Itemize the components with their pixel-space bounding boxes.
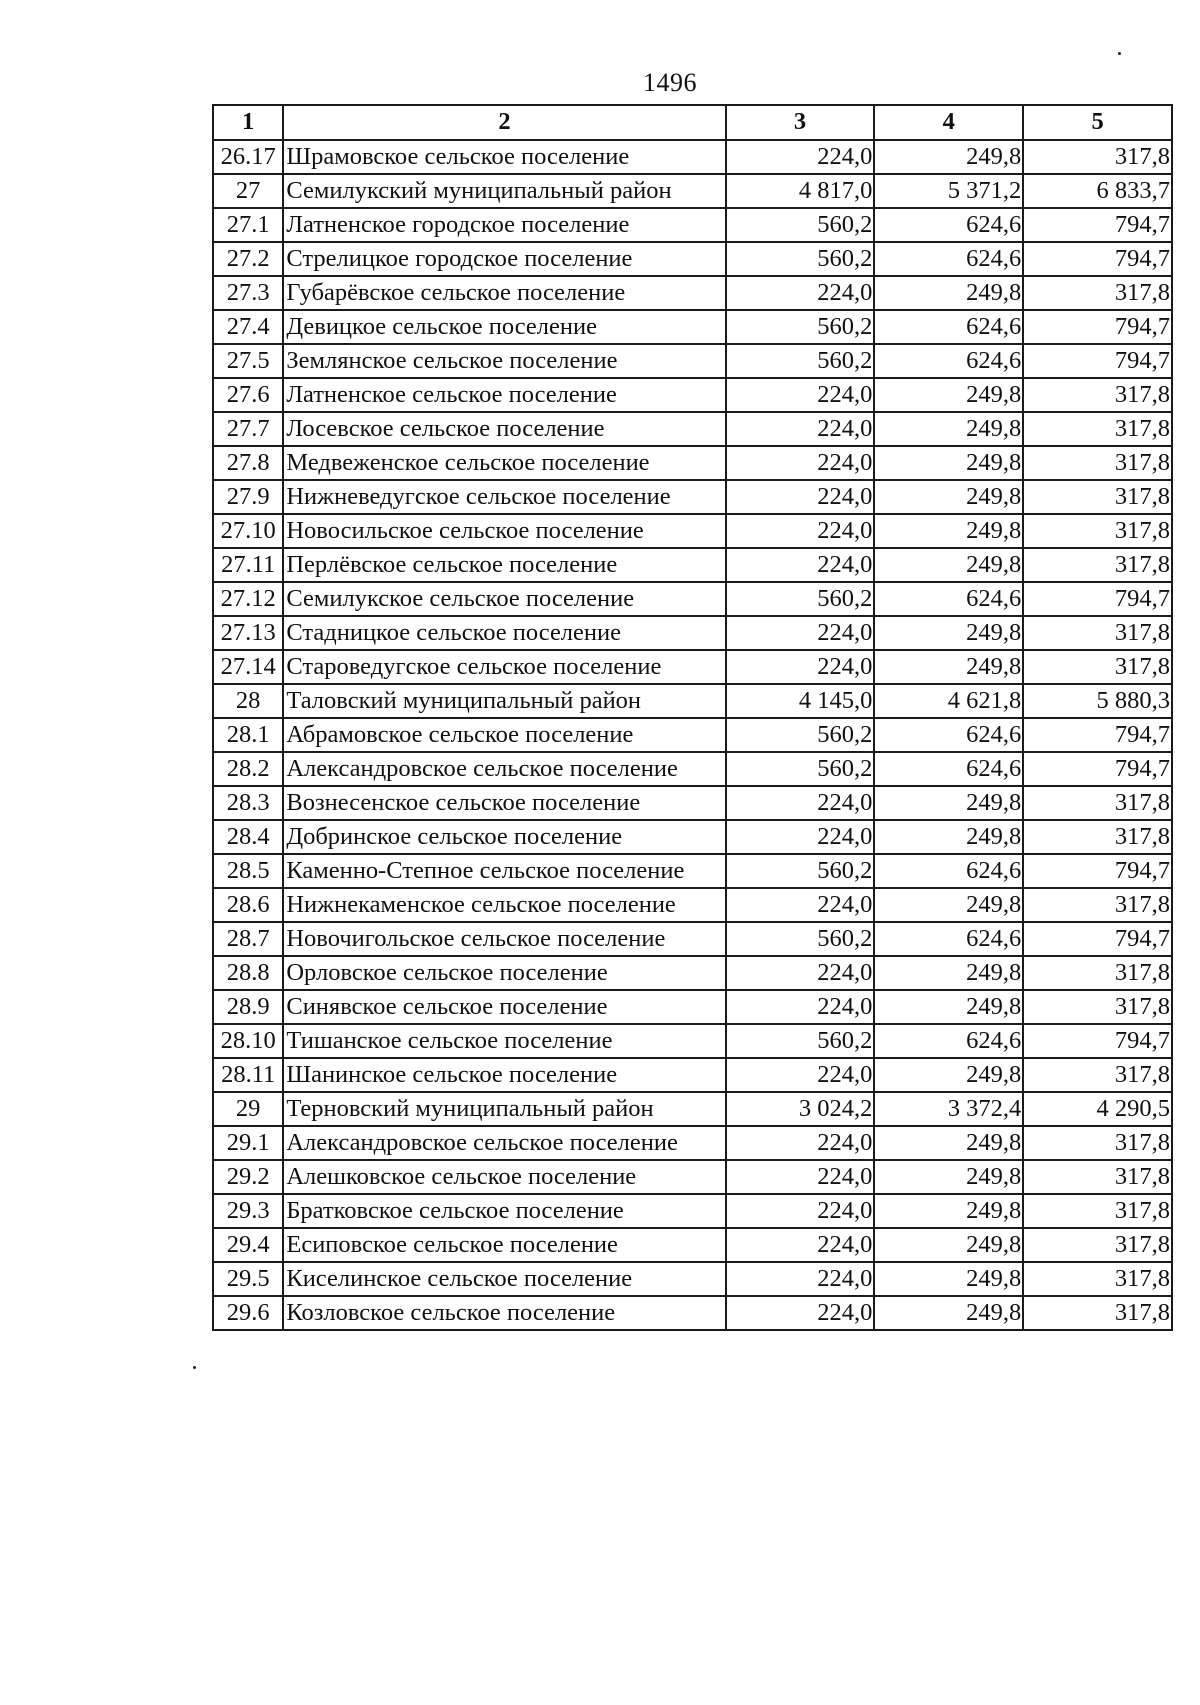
column-3-value-cell: 4 817,0 — [726, 174, 875, 208]
row-number-cell: 27.1 — [213, 208, 283, 242]
column-5-value-cell: 317,8 — [1023, 1126, 1172, 1160]
column-3-value-cell: 224,0 — [726, 786, 875, 820]
column-3-value-cell: 560,2 — [726, 310, 875, 344]
column-3-value-cell: 560,2 — [726, 208, 875, 242]
municipality-name-cell: Латненское городское поселение — [283, 208, 725, 242]
column-3-value-cell: 224,0 — [726, 514, 875, 548]
table-row — [213, 1296, 1172, 1330]
column-3-value-cell: 3 024,2 — [726, 1092, 875, 1126]
table-row — [213, 344, 1172, 378]
row-number-cell: 27.5 — [213, 344, 283, 378]
municipality-name-cell: Вознесенское сельское поселение — [283, 786, 725, 820]
municipality-name-cell: Добринское сельское поселение — [283, 820, 725, 854]
column-3-value-cell: 224,0 — [726, 1126, 875, 1160]
row-number-cell: 27.13 — [213, 616, 283, 650]
page-number: 1496 — [643, 68, 697, 97]
column-4-value-cell: 624,6 — [874, 718, 1023, 752]
column-4-value-cell: 249,8 — [874, 990, 1023, 1024]
row-number-cell: 29.2 — [213, 1160, 283, 1194]
column-5-value-cell: 317,8 — [1023, 1296, 1172, 1330]
row-number-cell: 27.12 — [213, 582, 283, 616]
column-5-value-cell: 317,8 — [1023, 888, 1172, 922]
municipality-name-cell: Есиповское сельское поселение — [283, 1228, 725, 1262]
municipality-name-cell: Алешковское сельское поселение — [283, 1160, 725, 1194]
table-row — [213, 1160, 1172, 1194]
table-row — [213, 582, 1172, 616]
table-row — [213, 412, 1172, 446]
column-5-value-cell: 317,8 — [1023, 514, 1172, 548]
column-3-value-cell: 560,2 — [726, 344, 875, 378]
row-number-cell: 27.6 — [213, 378, 283, 412]
column-5-value-cell: 317,8 — [1023, 548, 1172, 582]
column-4-value-cell: 624,6 — [874, 344, 1023, 378]
table-row — [213, 684, 1172, 718]
column-5-value-cell: 794,7 — [1023, 1024, 1172, 1058]
column-4-value-cell: 249,8 — [874, 1160, 1023, 1194]
row-number-cell: 28.5 — [213, 854, 283, 888]
municipality-name-cell: Новосильское сельское поселение — [283, 514, 725, 548]
column-5-value-cell: 794,7 — [1023, 344, 1172, 378]
row-number-cell: 29 — [213, 1092, 283, 1126]
row-number-cell: 28.2 — [213, 752, 283, 786]
column-5-value-cell: 4 290,5 — [1023, 1092, 1172, 1126]
column-5-value-cell: 317,8 — [1023, 446, 1172, 480]
municipality-name-cell: Губарёвское сельское поселение — [283, 276, 725, 310]
municipality-name-cell: Стадницкое сельское поселение — [283, 616, 725, 650]
table-body — [213, 140, 1172, 1330]
row-number-cell: 28.3 — [213, 786, 283, 820]
table-row — [213, 956, 1172, 990]
municipality-name-cell: Шанинское сельское поселение — [283, 1058, 725, 1092]
row-number-cell: 29.4 — [213, 1228, 283, 1262]
municipality-name-cell: Абрамовское сельское поселение — [283, 718, 725, 752]
column-3-value-cell: 224,0 — [726, 1262, 875, 1296]
municipality-name-cell: Перлёвское сельское поселение — [283, 548, 725, 582]
row-number-cell: 29.6 — [213, 1296, 283, 1330]
municipality-name-cell: Терновский муниципальный район — [283, 1092, 725, 1126]
table-row — [213, 446, 1172, 480]
column-3-value-cell: 224,0 — [726, 480, 875, 514]
row-number-cell: 28.11 — [213, 1058, 283, 1092]
column-5-value-cell: 5 880,3 — [1023, 684, 1172, 718]
column-5-value-cell: 317,8 — [1023, 412, 1172, 446]
column-5-value-cell: 317,8 — [1023, 1058, 1172, 1092]
column-3-value-cell: 224,0 — [726, 548, 875, 582]
table-row — [213, 1194, 1172, 1228]
column-4-value-cell: 624,6 — [874, 1024, 1023, 1058]
column-3-value-cell: 224,0 — [726, 956, 875, 990]
column-5-value-cell: 317,8 — [1023, 378, 1172, 412]
column-3-value-cell: 560,2 — [726, 752, 875, 786]
table-row — [213, 820, 1172, 854]
column-3-value-cell: 560,2 — [726, 922, 875, 956]
municipality-name-cell: Братковское сельское поселение — [283, 1194, 725, 1228]
column-3-value-cell: 560,2 — [726, 718, 875, 752]
column-3-value-cell: 224,0 — [726, 1194, 875, 1228]
column-4-value-cell: 249,8 — [874, 888, 1023, 922]
row-number-cell: 27.10 — [213, 514, 283, 548]
column-3-value-cell: 4 145,0 — [726, 684, 875, 718]
table-row — [213, 1058, 1172, 1092]
column-5-value-cell: 317,8 — [1023, 1160, 1172, 1194]
row-number-cell: 27.8 — [213, 446, 283, 480]
table-row — [213, 752, 1172, 786]
column-4-value-cell: 249,8 — [874, 1262, 1023, 1296]
column-5-value-cell: 317,8 — [1023, 616, 1172, 650]
column-5-value-cell: 317,8 — [1023, 820, 1172, 854]
row-number-cell: 26.17 — [213, 140, 283, 174]
table-row — [213, 208, 1172, 242]
column-5-value-cell: 794,7 — [1023, 718, 1172, 752]
municipality-name-cell: Киселинское сельское поселение — [283, 1262, 725, 1296]
municipality-name-cell: Каменно-Степное сельское поселение — [283, 854, 725, 888]
table-header-row — [213, 105, 1172, 140]
column-4-value-cell: 624,6 — [874, 922, 1023, 956]
municipality-name-cell: Шрамовское сельское поселение — [283, 140, 725, 174]
row-number-cell: 28.10 — [213, 1024, 283, 1058]
column-5-value-cell: 317,8 — [1023, 786, 1172, 820]
table-row — [213, 1126, 1172, 1160]
column-4-value-cell: 249,8 — [874, 446, 1023, 480]
column-4-value-cell: 249,8 — [874, 412, 1023, 446]
municipality-name-cell: Тишанское сельское поселение — [283, 1024, 725, 1058]
column-5-value-cell: 317,8 — [1023, 956, 1172, 990]
row-number-cell: 28 — [213, 684, 283, 718]
table-row — [213, 174, 1172, 208]
column-header: 5 — [1023, 105, 1172, 140]
municipality-name-cell: Латненское сельское поселение — [283, 378, 725, 412]
column-3-value-cell: 224,0 — [726, 378, 875, 412]
row-number-cell: 28.4 — [213, 820, 283, 854]
column-4-value-cell: 249,8 — [874, 1126, 1023, 1160]
column-5-value-cell: 794,7 — [1023, 310, 1172, 344]
column-4-value-cell: 249,8 — [874, 1194, 1023, 1228]
column-3-value-cell: 560,2 — [726, 582, 875, 616]
column-5-value-cell: 794,7 — [1023, 854, 1172, 888]
column-4-value-cell: 249,8 — [874, 514, 1023, 548]
row-number-cell: 27 — [213, 174, 283, 208]
column-3-value-cell: 560,2 — [726, 242, 875, 276]
column-header: 1 — [213, 105, 283, 140]
column-3-value-cell: 224,0 — [726, 1058, 875, 1092]
appropriation-table — [212, 104, 1173, 1331]
row-number-cell: 27.2 — [213, 242, 283, 276]
column-3-value-cell: 560,2 — [726, 854, 875, 888]
municipality-name-cell: Семилукское сельское поселение — [283, 582, 725, 616]
row-number-cell: 27.3 — [213, 276, 283, 310]
table-row — [213, 786, 1172, 820]
column-4-value-cell: 249,8 — [874, 1228, 1023, 1262]
municipality-name-cell: Семилукский муниципальный район — [283, 174, 725, 208]
column-5-value-cell: 794,7 — [1023, 242, 1172, 276]
table-row — [213, 548, 1172, 582]
table-row — [213, 242, 1172, 276]
table-row — [213, 480, 1172, 514]
table-row — [213, 1092, 1172, 1126]
column-4-value-cell: 249,8 — [874, 650, 1023, 684]
table-row — [213, 310, 1172, 344]
column-4-value-cell: 249,8 — [874, 956, 1023, 990]
row-number-cell: 29.3 — [213, 1194, 283, 1228]
municipality-name-cell: Лосевское сельское поселение — [283, 412, 725, 446]
table-row — [213, 1024, 1172, 1058]
column-5-value-cell: 794,7 — [1023, 208, 1172, 242]
column-4-value-cell: 249,8 — [874, 1058, 1023, 1092]
column-5-value-cell: 317,8 — [1023, 1194, 1172, 1228]
table-row — [213, 514, 1172, 548]
row-number-cell: 29.5 — [213, 1262, 283, 1296]
municipality-name-cell: Таловский муниципальный район — [283, 684, 725, 718]
column-5-value-cell: 794,7 — [1023, 582, 1172, 616]
table-row — [213, 650, 1172, 684]
municipality-name-cell: Александровское сельское поселение — [283, 1126, 725, 1160]
table-row — [213, 140, 1172, 174]
municipality-name-cell: Стрелицкое городское поселение — [283, 242, 725, 276]
municipality-name-cell: Землянское сельское поселение — [283, 344, 725, 378]
column-3-value-cell: 224,0 — [726, 820, 875, 854]
column-5-value-cell: 317,8 — [1023, 140, 1172, 174]
row-number-cell: 28.7 — [213, 922, 283, 956]
column-3-value-cell: 224,0 — [726, 1296, 875, 1330]
column-3-value-cell: 224,0 — [726, 412, 875, 446]
column-header: 3 — [726, 105, 875, 140]
table-row — [213, 990, 1172, 1024]
table-row — [213, 854, 1172, 888]
row-number-cell: 27.4 — [213, 310, 283, 344]
column-3-value-cell: 224,0 — [726, 650, 875, 684]
column-4-value-cell: 249,8 — [874, 820, 1023, 854]
scan-speck — [1118, 52, 1121, 55]
column-5-value-cell: 317,8 — [1023, 480, 1172, 514]
row-number-cell: 27.7 — [213, 412, 283, 446]
municipality-name-cell: Александровское сельское поселение — [283, 752, 725, 786]
column-4-value-cell: 249,8 — [874, 378, 1023, 412]
column-4-value-cell: 249,8 — [874, 480, 1023, 514]
row-number-cell: 27.14 — [213, 650, 283, 684]
column-3-value-cell: 224,0 — [726, 990, 875, 1024]
row-number-cell: 27.9 — [213, 480, 283, 514]
column-4-value-cell: 624,6 — [874, 242, 1023, 276]
table-row — [213, 922, 1172, 956]
column-4-value-cell: 249,8 — [874, 276, 1023, 310]
column-5-value-cell: 317,8 — [1023, 1262, 1172, 1296]
column-5-value-cell: 794,7 — [1023, 922, 1172, 956]
table-row — [213, 1228, 1172, 1262]
column-4-value-cell: 624,6 — [874, 582, 1023, 616]
column-5-value-cell: 317,8 — [1023, 276, 1172, 310]
column-3-value-cell: 224,0 — [726, 1228, 875, 1262]
column-5-value-cell: 6 833,7 — [1023, 174, 1172, 208]
municipality-name-cell: Нижнекаменское сельское поселение — [283, 888, 725, 922]
column-5-value-cell: 317,8 — [1023, 990, 1172, 1024]
column-3-value-cell: 560,2 — [726, 1024, 875, 1058]
municipality-name-cell: Нижневедугское сельское поселение — [283, 480, 725, 514]
municipality-name-cell: Староведугское сельское поселение — [283, 650, 725, 684]
table-row — [213, 276, 1172, 310]
municipality-name-cell: Синявское сельское поселение — [283, 990, 725, 1024]
table-row — [213, 1262, 1172, 1296]
scan-speck — [193, 1366, 196, 1369]
table-row — [213, 718, 1172, 752]
column-4-value-cell: 5 371,2 — [874, 174, 1023, 208]
table-row — [213, 616, 1172, 650]
column-header: 2 — [283, 105, 725, 140]
table-row — [213, 888, 1172, 922]
column-4-value-cell: 3 372,4 — [874, 1092, 1023, 1126]
column-4-value-cell: 624,6 — [874, 310, 1023, 344]
column-4-value-cell: 624,6 — [874, 752, 1023, 786]
column-5-value-cell: 794,7 — [1023, 752, 1172, 786]
municipality-name-cell: Орловское сельское поселение — [283, 956, 725, 990]
column-4-value-cell: 249,8 — [874, 616, 1023, 650]
column-4-value-cell: 624,6 — [874, 854, 1023, 888]
column-3-value-cell: 224,0 — [726, 446, 875, 480]
table-row — [213, 378, 1172, 412]
column-4-value-cell: 4 621,8 — [874, 684, 1023, 718]
municipality-name-cell: Козловское сельское поселение — [283, 1296, 725, 1330]
row-number-cell: 28.6 — [213, 888, 283, 922]
column-3-value-cell: 224,0 — [726, 888, 875, 922]
column-3-value-cell: 224,0 — [726, 276, 875, 310]
row-number-cell: 27.11 — [213, 548, 283, 582]
municipality-name-cell: Девицкое сельское поселение — [283, 310, 725, 344]
row-number-cell: 28.9 — [213, 990, 283, 1024]
column-4-value-cell: 624,6 — [874, 208, 1023, 242]
row-number-cell: 28.8 — [213, 956, 283, 990]
column-4-value-cell: 249,8 — [874, 786, 1023, 820]
column-3-value-cell: 224,0 — [726, 1160, 875, 1194]
column-header: 4 — [874, 105, 1023, 140]
column-5-value-cell: 317,8 — [1023, 1228, 1172, 1262]
row-number-cell: 29.1 — [213, 1126, 283, 1160]
column-5-value-cell: 317,8 — [1023, 650, 1172, 684]
column-4-value-cell: 249,8 — [874, 140, 1023, 174]
column-3-value-cell: 224,0 — [726, 616, 875, 650]
row-number-cell: 28.1 — [213, 718, 283, 752]
municipality-name-cell: Медвеженское сельское поселение — [283, 446, 725, 480]
municipality-name-cell: Новочигольское сельское поселение — [283, 922, 725, 956]
column-3-value-cell: 224,0 — [726, 140, 875, 174]
column-4-value-cell: 249,8 — [874, 1296, 1023, 1330]
column-4-value-cell: 249,8 — [874, 548, 1023, 582]
